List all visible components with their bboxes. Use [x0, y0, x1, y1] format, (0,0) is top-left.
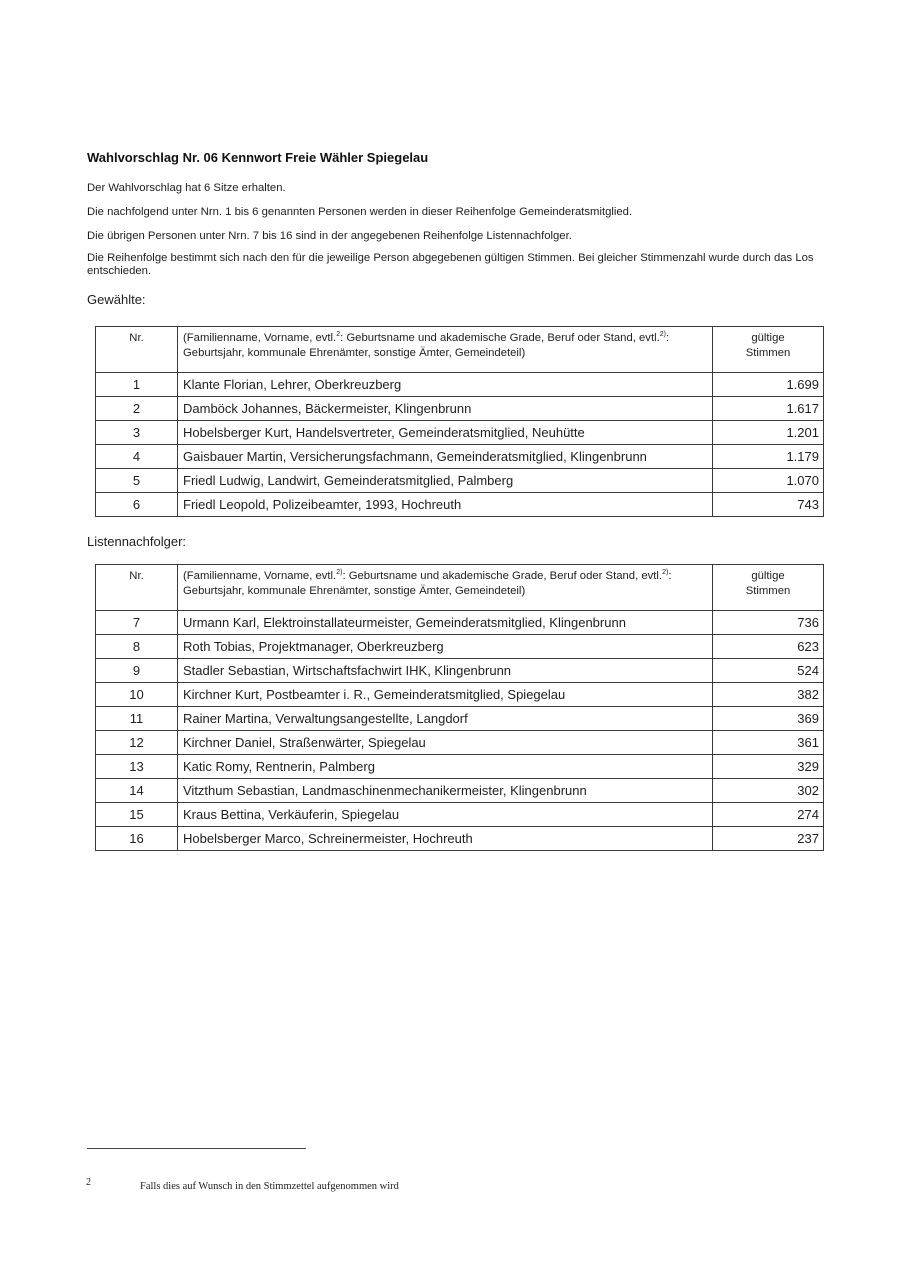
- valid-votes: 1.070: [713, 469, 824, 493]
- valid-votes: 382: [713, 683, 824, 707]
- valid-votes: 369: [713, 707, 824, 731]
- row-number: 13: [96, 755, 178, 779]
- paragraph-successors: Die übrigen Personen unter Nrn. 7 bis 16 sind in der angegebenen Reihenfolge Listennachfolger.: [87, 230, 572, 242]
- footnote-ref: 2): [662, 569, 669, 576]
- valid-votes: 524: [713, 659, 824, 683]
- valid-votes: 361: [713, 731, 824, 755]
- table-row: [96, 755, 824, 779]
- row-number: 14: [96, 779, 178, 803]
- row-number: 7: [96, 611, 178, 635]
- candidate-name: Roth Tobias, Projektmanager, Oberkreuzberg: [178, 635, 713, 659]
- candidate-name: Gaisbauer Martin, Versicherungsfachmann, Gemeinderatsmitglied, Klingenbrunn: [178, 445, 713, 469]
- table-row: [96, 611, 824, 635]
- table-row: [96, 803, 824, 827]
- header-text: Stimmen: [745, 347, 791, 359]
- column-header-name: [178, 327, 713, 373]
- header-text: : Geburtsjahr, kommunale Ehrenämter, sonstige Ämter, Gemeindeteil): [183, 332, 670, 359]
- candidate-name: Friedl Leopold, Polizeibeamter, 1993, Hochreuth: [178, 493, 713, 517]
- column-header-votes: [713, 327, 824, 373]
- row-number: 10: [96, 683, 178, 707]
- candidate-name: Hobelsberger Marco, Schreinermeister, Hochreuth: [178, 827, 713, 851]
- paragraph-seats: Der Wahlvorschlag hat 6 Sitze erhalten.: [87, 182, 286, 194]
- row-number: 12: [96, 731, 178, 755]
- row-number: 3: [96, 421, 178, 445]
- candidate-name: Kraus Bettina, Verkäuferin, Spiegelau: [178, 803, 713, 827]
- valid-votes: 274: [713, 803, 824, 827]
- candidate-name: Vitzthum Sebastian, Landmaschinenmechanikermeister, Klingenbrunn: [178, 779, 713, 803]
- row-number: 5: [96, 469, 178, 493]
- column-header-nr: Nr.: [96, 565, 178, 611]
- table-row: [96, 683, 824, 707]
- table-header-row: [96, 565, 824, 611]
- table-row: [96, 373, 824, 397]
- candidate-name: Friedl Ludwig, Landwirt, Gemeinderatsmitglied, Palmberg: [178, 469, 713, 493]
- table-row: [96, 731, 824, 755]
- row-number: 11: [96, 707, 178, 731]
- column-header-name: [178, 565, 713, 611]
- header-text: : Geburtsname und akademische Grade, Beruf oder Stand, evtl.: [340, 332, 660, 344]
- elected-section-label: Gewählte:: [87, 292, 146, 307]
- table-row: [96, 493, 824, 517]
- header-text: Stimmen: [745, 585, 791, 597]
- candidate-name: Kirchner Daniel, Straßenwärter, Spiegelau: [178, 731, 713, 755]
- row-number: 6: [96, 493, 178, 517]
- footnote-number: 2: [86, 1177, 91, 1188]
- successors-section-label: Listennachfolger:: [87, 534, 187, 549]
- footnote-text: Falls dies auf Wunsch in den Stimmzettel aufgenommen wird: [140, 1181, 399, 1192]
- row-number: 1: [96, 373, 178, 397]
- valid-votes: 1.201: [713, 421, 824, 445]
- candidate-name: Klante Florian, Lehrer, Oberkreuzberg: [178, 373, 713, 397]
- elected-table: [95, 326, 824, 517]
- footnote-divider: [87, 1148, 306, 1149]
- candidate-name: Hobelsberger Kurt, Handelsvertreter, Gemeinderatsmitglied, Neuhütte: [178, 421, 713, 445]
- header-text: gültige: [751, 332, 785, 344]
- candidate-name: Urmann Karl, Elektroinstallateurmeister, Gemeinderatsmitglied, Klingenbrunn: [178, 611, 713, 635]
- valid-votes: 623: [713, 635, 824, 659]
- row-number: 8: [96, 635, 178, 659]
- candidate-name: Stadler Sebastian, Wirtschaftsfachwirt IHK, Klingenbrunn: [178, 659, 713, 683]
- document-title: Wahlvorschlag Nr. 06 Kennwort Freie Wähler Spiegelau: [87, 150, 429, 165]
- valid-votes: 1.699: [713, 373, 824, 397]
- header-text: gültige: [751, 570, 785, 582]
- table-row: [96, 779, 824, 803]
- candidate-name: Rainer Martina, Verwaltungsangestellte, Langdorf: [178, 707, 713, 731]
- candidate-name: Kirchner Kurt, Postbeamter i. R., Gemeinderatsmitglied, Spiegelau: [178, 683, 713, 707]
- valid-votes: 329: [713, 755, 824, 779]
- footnote-ref: 2): [336, 569, 343, 576]
- valid-votes: 1.179: [713, 445, 824, 469]
- valid-votes: 743: [713, 493, 824, 517]
- valid-votes: 1.617: [713, 397, 824, 421]
- table-row: [96, 659, 824, 683]
- row-number: 15: [96, 803, 178, 827]
- table-row: [96, 469, 824, 493]
- footnote-ref: 2: [336, 331, 341, 338]
- header-text: (Familienname, Vorname, evtl.: [183, 332, 337, 344]
- column-header-votes: [713, 565, 824, 611]
- row-number: 9: [96, 659, 178, 683]
- paragraph-elected-order: Die nachfolgend unter Nrn. 1 bis 6 genannten Personen werden in dieser Reihenfolge Gemeinderatsmitglied.: [87, 206, 633, 218]
- header-text: : Geburtsjahr, kommunale Ehrenämter, sonstige Ämter, Gemeindeteil): [183, 570, 672, 597]
- table-row: [96, 707, 824, 731]
- header-text: (Familienname, Vorname, evtl.: [183, 570, 337, 582]
- table-row: [96, 445, 824, 469]
- row-number: 4: [96, 445, 178, 469]
- paragraph-order-rule: Die Reihenfolge bestimmt sich nach den für die jeweilige Person abgegebenen gültigen Stimmen. Bei gleicher Stimmenzahl wurde durch das Los entschieden.: [87, 252, 814, 277]
- column-header-nr: Nr.: [96, 327, 178, 373]
- row-number: 16: [96, 827, 178, 851]
- row-number: 2: [96, 397, 178, 421]
- valid-votes: 237: [713, 827, 824, 851]
- candidate-name: Damböck Johannes, Bäckermeister, Klingenbrunn: [178, 397, 713, 421]
- table-row: [96, 827, 824, 851]
- table-header-row: [96, 327, 824, 373]
- successors-table: [95, 564, 824, 851]
- table-row: [96, 397, 824, 421]
- valid-votes: 302: [713, 779, 824, 803]
- header-text: : Geburtsname und akademische Grade, Beruf oder Stand, evtl.: [342, 570, 663, 582]
- valid-votes: 736: [713, 611, 824, 635]
- table-row: [96, 421, 824, 445]
- candidate-name: Katic Romy, Rentnerin, Palmberg: [178, 755, 713, 779]
- table-row: [96, 635, 824, 659]
- footnote-ref: 2): [659, 331, 666, 338]
